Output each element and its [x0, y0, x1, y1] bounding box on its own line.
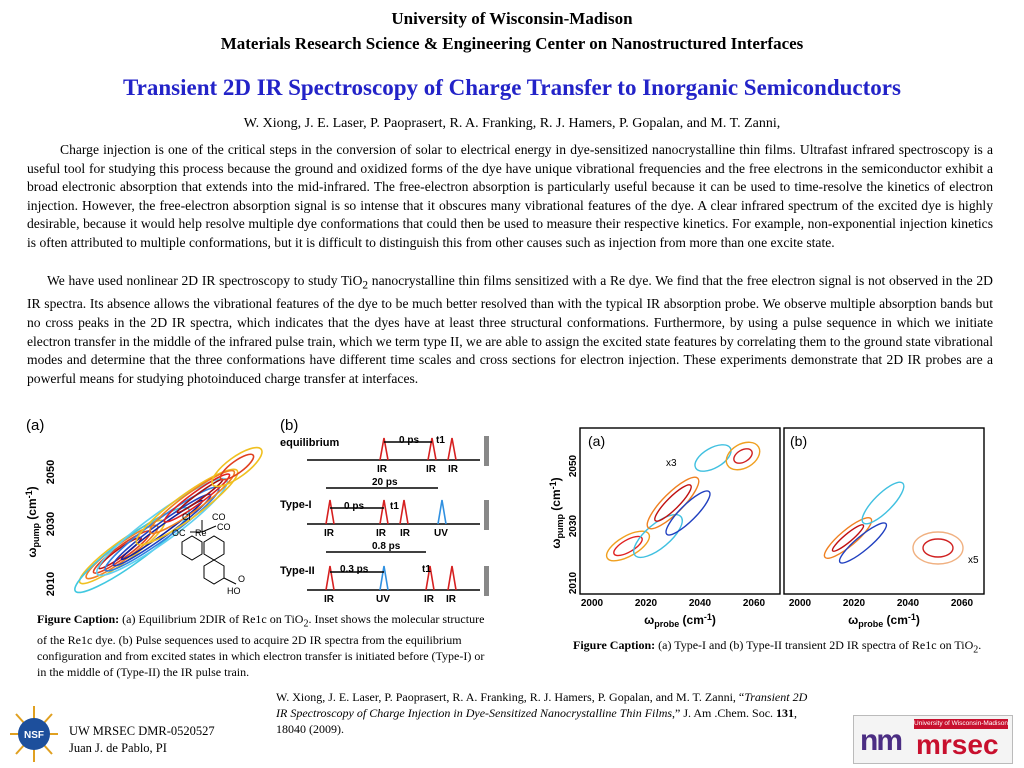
type-i-pulse-3: IR — [400, 528, 410, 539]
type-ii-span: 0.8 ps — [372, 541, 401, 552]
left-y-axis-label — [24, 486, 41, 557]
right-y-axis-label — [548, 477, 565, 548]
svg-text:ωpump (cm-1): $\omega_{pump}$ $(cm^{-1})$ — [24, 486, 41, 558]
mrsec-logo — [853, 715, 1013, 764]
type-ii-pulse-2: UV — [376, 594, 390, 605]
b-x-tick-2060: 2060 — [950, 598, 974, 609]
b-x-tick-2000: 2000 — [788, 598, 812, 609]
type-ii-delay-t1: t1 — [422, 564, 431, 575]
molecule-re: Re — [195, 528, 207, 538]
right-y-tick-2050: 2050 — [568, 454, 579, 478]
logo-mrsec: mrsec — [916, 729, 999, 760]
left-y-tick-2050: 2050 — [45, 459, 57, 485]
eq-pulse-ir-3: IR — [448, 464, 458, 475]
type-ii-contours — [820, 477, 963, 568]
molecule-co-1: CO — [212, 512, 226, 522]
eq-delay-0ps: 0 ps — [399, 435, 420, 446]
award-number: UW MRSEC DMR-0520527 — [69, 724, 215, 738]
row-label-equilibrium: equilibrium — [280, 437, 340, 449]
type-i-pulse-1: IR — [324, 528, 334, 539]
row-label-type-i: Type-I — [280, 499, 312, 511]
b-x-tick-2040: 2040 — [896, 598, 920, 609]
principal-investigator: Juan J. de Pablo, PI — [69, 741, 167, 755]
abstract-p1-text: Charge injection is one of the critical steps in the conversion of solar to electrical energy in dye-sensitized nanocrystalline thin films. Ultrafast infrared spectroscopy is a useful tool for studying this process because the ground and oxidized forms of the dye have unique vibrational frequencies and the free electrons in the semiconductor exhibit a broad electronic absorption that extends into the mid-infrared. The free-electron absorption is particularly useful because it can be used to time-resolve the kinetics of electron injection. However, the free-electron absorption signal is so intense that it obscures many vibrational features of the dye. A clear infrared spectrum of the excited dye is highly desirable, because it would help resolve multiple dye conformations that could then be used to measure their respective kinetics. For example, non-exponential injection kinetics is often attributed to multiple conformations, but it is difficult to distinguish this from other causes such as injection from more than one excite state. — [27, 142, 993, 250]
right-figure-caption: Figure Caption: (a) Type-I and (b) Type-II transient 2D IR spectra of Re1c on TiO$_2$. — [573, 638, 982, 656]
right-y-tick-2030: 2030 — [568, 514, 579, 538]
reference-citation: W. Xiong, J. E. Laser, P. Paoprasert, R. A. Franking, R. J. Hamers, P. Gopalan, and M. T. Zanni, “Transient 2D IR Spectroscopy of Charge Injection in Dye-Sensitized Nanocrystalline Thin Films,” J. Am .Chem. Soc. 131, 18040 (2009). — [276, 690, 808, 736]
header-university: University of Wisconsin-Madison — [391, 9, 633, 28]
eq-pulse-ir-1: IR — [377, 464, 387, 475]
type-i-pulse-4: UV — [434, 528, 448, 539]
type-i-span: 20 ps — [372, 477, 398, 488]
molecule-oc: OC — [172, 528, 186, 538]
type-ii-delay: 0.3 ps — [340, 564, 369, 575]
left-y-tick-2030: 2030 — [45, 511, 57, 537]
left-panel-a-label: (a) — [26, 417, 45, 434]
a-x-tick-2060: 2060 — [742, 598, 766, 609]
a-x-axis-label: $\omega_{probe}$ $(cm^{-1})$ — [644, 612, 716, 629]
scale-x3: x3 — [666, 458, 677, 469]
svg-text:ωpump (cm-1): $\omega_{pump}$ $(cm^{-1})$ — [548, 477, 565, 549]
molecule-ho: HO — [227, 586, 241, 596]
left-panel-b-label: (b) — [280, 417, 299, 434]
b-x-axis-label: $\omega_{probe}$ $(cm^{-1})$ — [848, 612, 920, 629]
molecule-o: O — [238, 574, 246, 584]
type-ii-pulse-1: IR — [324, 594, 334, 605]
type-ii-pulse-3: IR — [424, 594, 434, 605]
a-x-tick-2020: 2020 — [634, 598, 658, 609]
type-i-contours — [602, 437, 764, 567]
b-x-tick-2020: 2020 — [842, 598, 866, 609]
type-i-delay-t1: t1 — [390, 501, 399, 512]
right-y-tick-2010: 2010 — [568, 571, 579, 595]
eq-pulse-ir-2: IR — [426, 464, 436, 475]
a-x-tick-2040: 2040 — [688, 598, 712, 609]
header-center: Materials Research Science & Engineering Center on Nanostructured Interfaces — [220, 34, 804, 53]
pulse-sequence-diagram — [307, 436, 489, 596]
type-i-delay-0ps: 0 ps — [344, 501, 365, 512]
left-figure-caption: Figure Caption: (a) Equilibrium 2DIR of Re1c on TiO$_2$. Inset shows the molecular structure of the Re1c dye. (b) Pulse sequences used to acquire 2D IR spectra from the equilibrium configuration and from excited states in which electron transfer is initiated before (Type-I) or in the middle of (Type-II) the IR pulse train. — [37, 612, 485, 680]
logo-university-banner: University of Wisconsin-Madison — [914, 720, 1008, 727]
molecule-cl: Cl — [182, 512, 191, 522]
eq-delay-t1: t1 — [436, 435, 445, 446]
abstract-p2-text-a: We have used nonlinear 2D IR spectroscopy to study TiO — [47, 273, 363, 288]
left-y-tick-2010: 2010 — [45, 571, 57, 597]
nsf-logo — [8, 704, 60, 764]
abstract-paragraph-2 — [27, 272, 993, 388]
scale-x5: x5 — [968, 555, 979, 566]
right-panel-a-label: (a) — [588, 433, 606, 449]
row-label-type-ii: Type-II — [280, 565, 315, 577]
a-x-tick-2000: 2000 — [580, 598, 604, 609]
logo-nm: nm — [860, 724, 901, 757]
abstract-paragraph-1 — [27, 141, 993, 253]
nsf-logo-text: NSF — [24, 730, 44, 741]
author-list: W. Xiong, J. E. Laser, P. Paoprasert, R. A. Franking, R. J. Hamers, P. Gopalan, and M. T. Zanni, — [243, 116, 781, 131]
page-title: Transient 2D IR Spectroscopy of Charge Transfer to Inorganic Semiconductors — [123, 75, 901, 100]
abstract-p2-text-b: nanocrystalline thin films sensitized with a Re dye. We find that the free electron signal is not observed in the 2D IR spectra. Its absence allows the vibrational features of the dye to be much better resolved than with the typical IR absorption probe. We observe multiple absorption bands but no cross peaks in the 2D IR spectra, which indicates that the dyes have at least three structural conformations. Furthermore, by using a pulse sequence in which we initiate electron transfer in the middle of the infrared pulse train, which we term type II, we are able to assign the excited state features by correlating them to the ground state vibrational modes and determine that the three conformations have different time scales and cross sections for electron injection. These experiments demonstrate that 2D IR probes are a powerful means for studying photoinduced charge transfer at interfaces. — [27, 273, 993, 386]
panel-b-frame — [784, 428, 984, 594]
right-figure — [548, 418, 1000, 630]
type-i-pulse-2: IR — [376, 528, 386, 539]
type-ii-pulse-4: IR — [446, 594, 456, 605]
right-panel-b-label: (b) — [790, 433, 808, 449]
left-figure — [22, 412, 500, 608]
molecule-co-2: CO — [217, 522, 231, 532]
abstract-p2-sub: 2 — [362, 279, 369, 292]
